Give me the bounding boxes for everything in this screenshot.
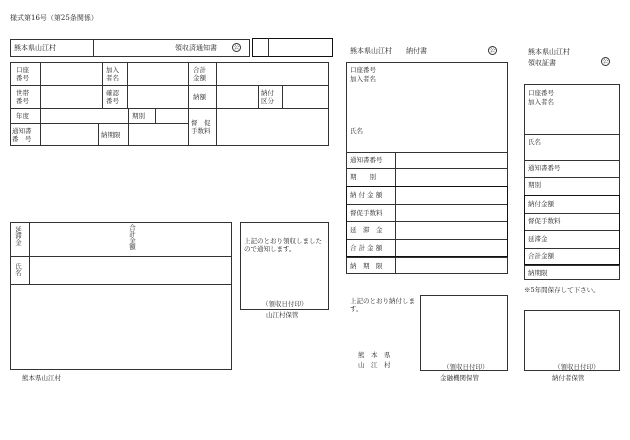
- confirm-no-label: 確認 番号: [106, 89, 119, 105]
- municipality-label: 熊本県山江村: [14, 44, 56, 52]
- notice-title: 領収済通知書: [175, 44, 217, 52]
- period-label: 期別: [132, 112, 145, 120]
- stamp-label: （領収日付印）: [262, 300, 308, 308]
- slip-title: 納付書: [406, 47, 427, 55]
- name-amount-box: [10, 222, 232, 370]
- paid-amount-label: 納額: [193, 93, 206, 101]
- slip-notice-no: 通知書番号: [350, 156, 383, 164]
- receipt-delinquency: 延滞金: [528, 235, 548, 243]
- name-label: 氏名: [14, 263, 22, 276]
- receipt-period: 期別: [528, 181, 541, 189]
- slip-stamp-label: （領収日付印）: [443, 363, 489, 371]
- slip-delinquency: 延 滞 金: [350, 226, 383, 234]
- receipt-keeper: 納付者保管: [552, 374, 585, 382]
- receipt-due-date: 納期限: [528, 269, 548, 277]
- slip-total-amount: 合 計 金 額: [350, 244, 383, 252]
- due-date-label: 納期限: [101, 131, 121, 139]
- receipt-notice-no: 通知書番号: [528, 164, 561, 172]
- receipt-municipality: 熊本県山江村: [528, 48, 570, 56]
- receipt-dunning-fee: 督促手数料: [528, 217, 561, 225]
- slip-keeper: 金融機関保管: [440, 374, 479, 382]
- slip-pref: 熊 本 県: [358, 351, 391, 359]
- slip-subscriber: 加入者名: [350, 75, 376, 83]
- form-title: 様式第16号（第25条関係）: [10, 14, 98, 22]
- year-label: 年度: [16, 112, 29, 120]
- receipt-stamp-label: （領収日付印）: [554, 363, 600, 371]
- keeper-label: 山江村保管: [266, 311, 299, 319]
- footer-municipality: 熊本県山江村: [22, 374, 61, 382]
- account-no-label: 口座 番号: [16, 66, 29, 82]
- receipt-payment-amount: 納付金額: [528, 200, 554, 208]
- code-box: [252, 38, 333, 57]
- notice-text: 上記のとおり領収しましたので通知します。: [244, 237, 322, 253]
- slip-name: 氏名: [350, 127, 363, 135]
- stamp-box: [240, 222, 329, 310]
- total-label: 合計 金額: [193, 66, 206, 82]
- slip-village: 山 江 村: [358, 361, 391, 369]
- subscriber-label: 加入 者名: [106, 66, 119, 82]
- retention-note: ※5年間保存して下さい。: [524, 286, 600, 294]
- receipt-account-no: 口座番号: [528, 89, 554, 97]
- slip-stamp-box: [420, 295, 508, 371]
- receipt-seal-icon: 公: [602, 59, 609, 65]
- slip-municipality: 熊本県山江村: [350, 47, 392, 55]
- receipt-stamp-box: [524, 310, 620, 371]
- slip-receipt-text: 上記のとおり納付します。: [350, 297, 415, 313]
- total-amount-label: 合計金額: [128, 224, 136, 250]
- slip-dunning-fee: 督促手数料: [350, 209, 383, 217]
- delinquency-label: 延滞金: [14, 226, 22, 246]
- receipt-name: 氏名: [528, 138, 541, 146]
- slip-account-no: 口座番号: [350, 66, 376, 74]
- notice-no-label: 通知書 番 号: [12, 127, 32, 143]
- receipt-title: 領収証書: [528, 59, 556, 67]
- slip-due-date: 納 期 限: [350, 262, 383, 270]
- household-no-label: 世帯 番号: [16, 89, 29, 105]
- slip-payment-amount: 納 付 金 額: [350, 191, 383, 199]
- receipt-total-amount: 合計金額: [528, 252, 554, 260]
- slip-period: 期 別: [350, 173, 376, 181]
- dunning-fee-label: 督 促 手数料: [191, 119, 211, 135]
- slip-seal-icon: 公: [489, 48, 496, 54]
- receipt-subscriber: 加入者名: [528, 98, 554, 106]
- payment-class-label: 納付 区分: [261, 89, 274, 105]
- official-seal-icon: 公: [233, 45, 240, 51]
